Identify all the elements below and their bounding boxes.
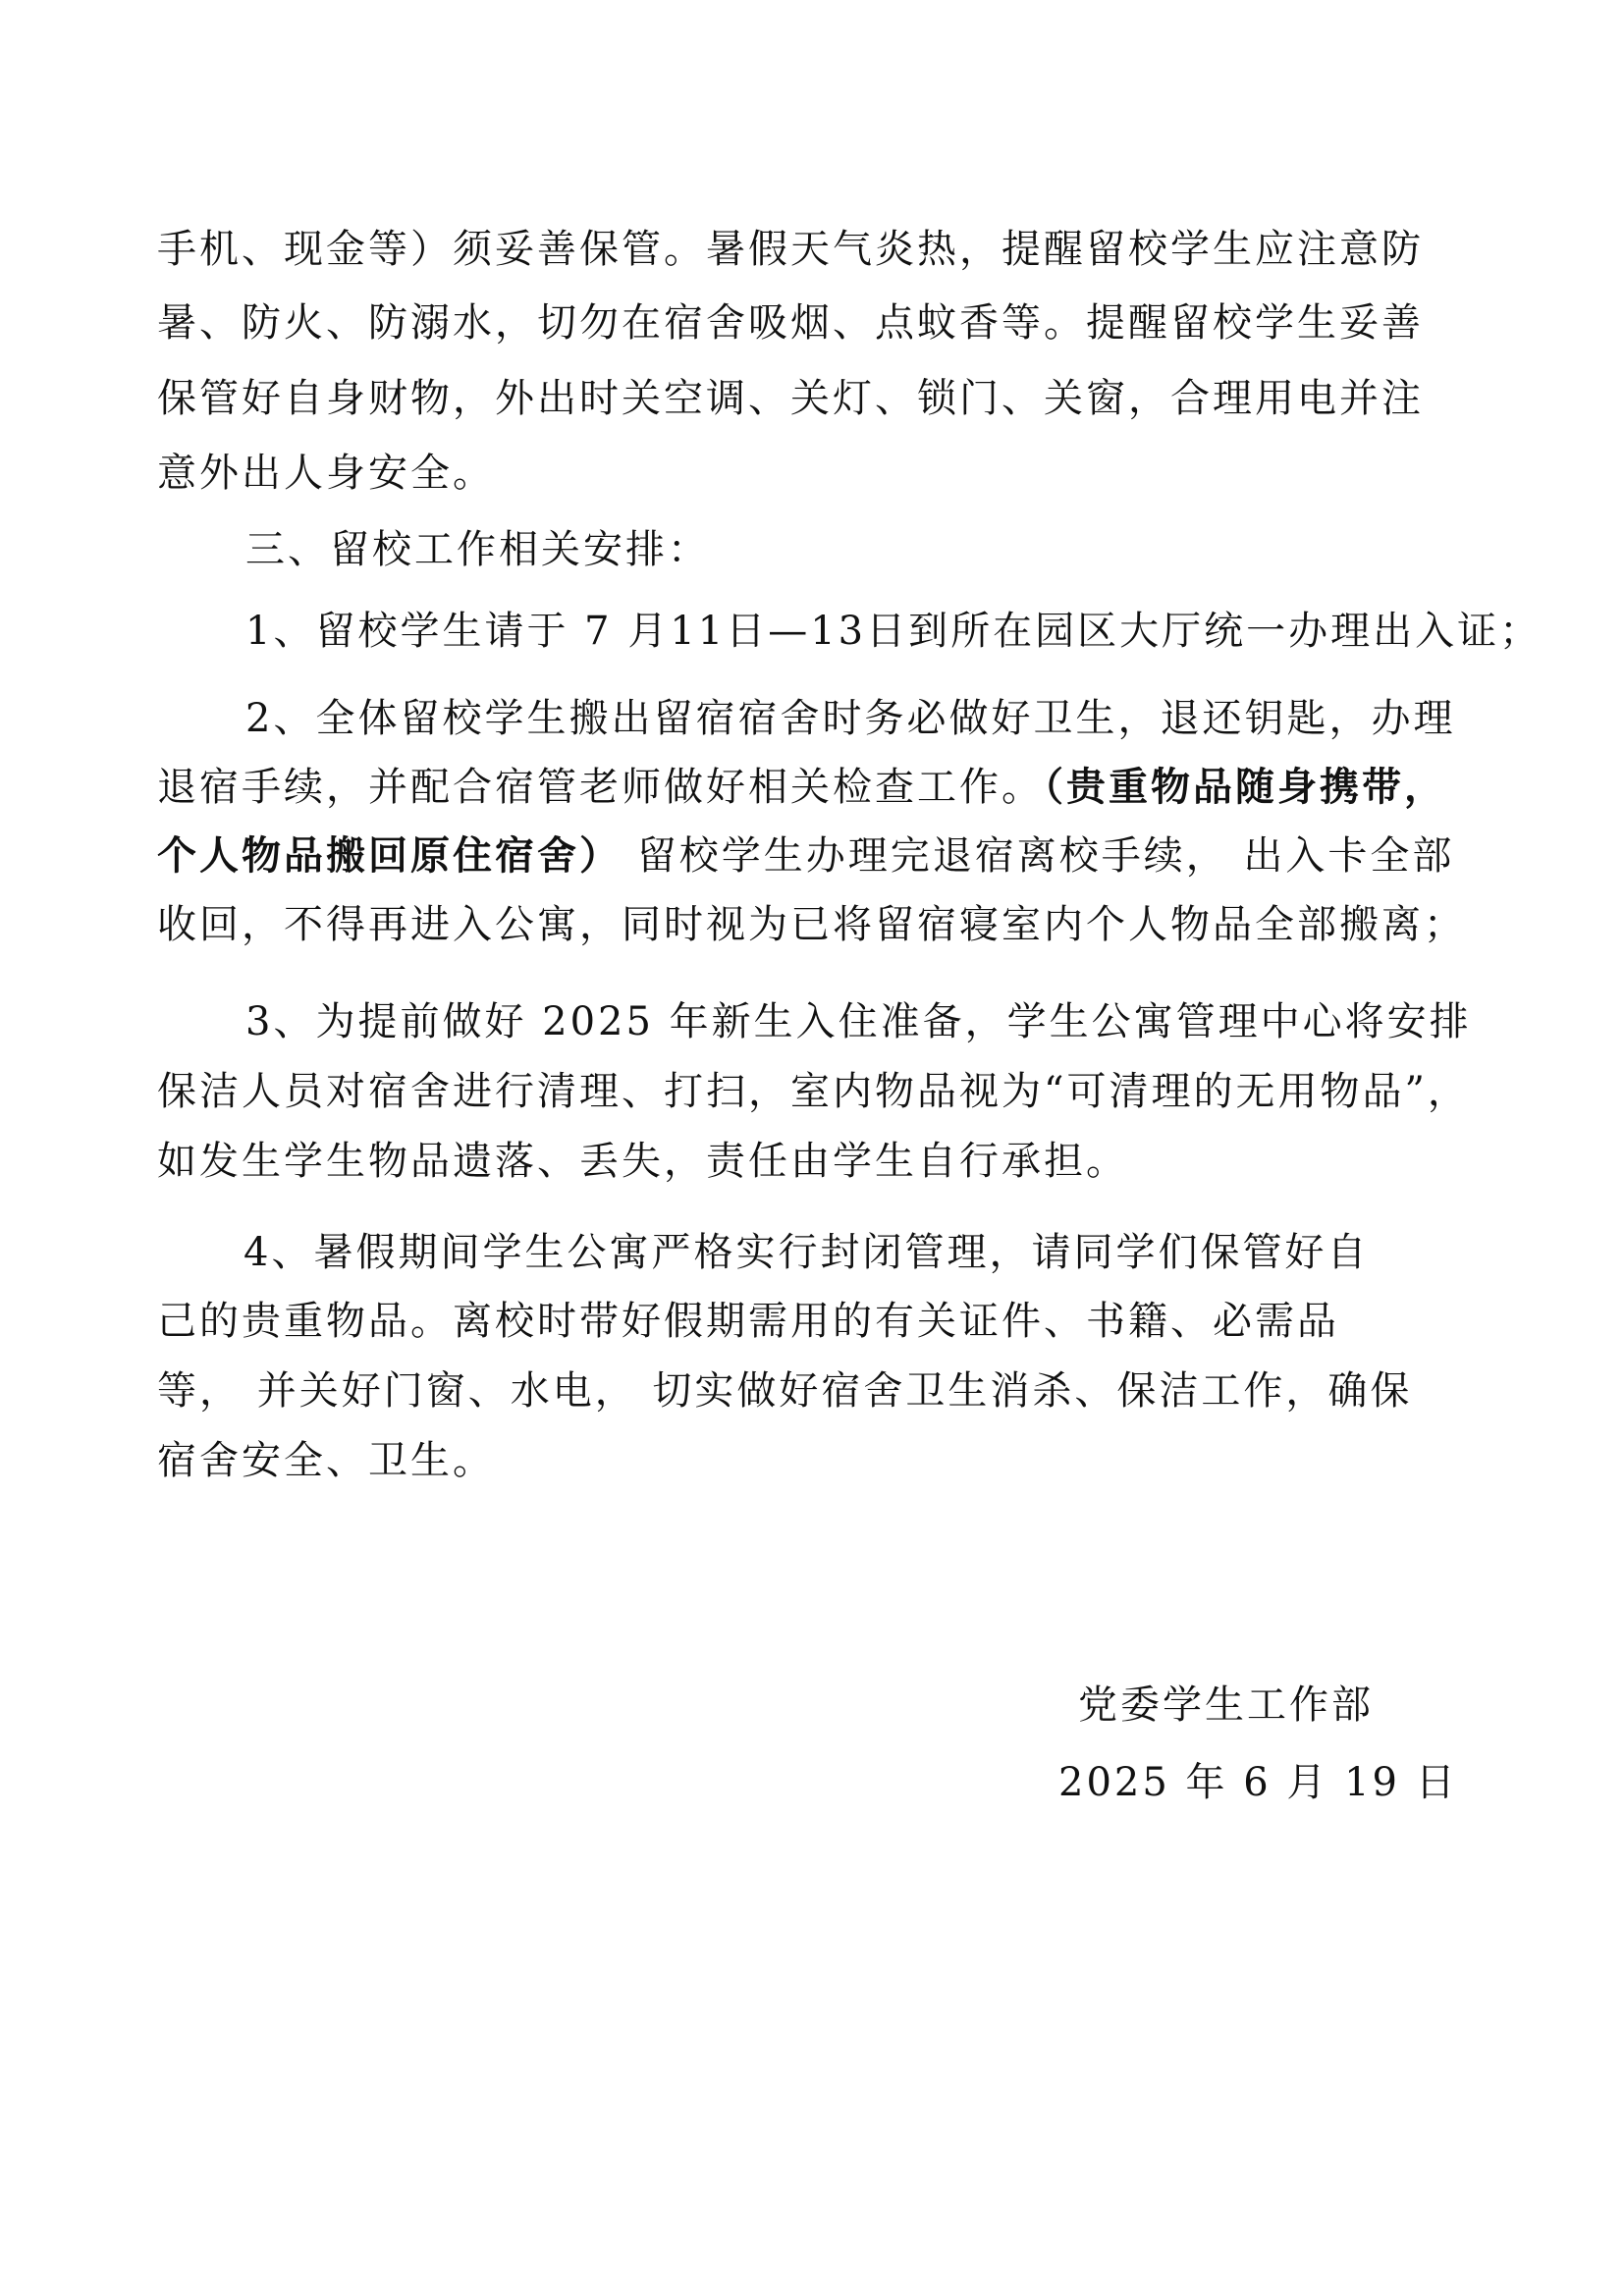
- item3-line-3: 如发生学生物品遗落、丢失，责任由学生自行承担。: [157, 1139, 1128, 1184]
- item2-line-2: [157, 762, 1473, 813]
- item4-line-3: 等， 并关好门窗、水电， 切实做好宿舍卫生消杀、保洁工作，确保: [157, 1368, 1413, 1414]
- item2-line-2-text: 退宿手续，并配合宿管老师做好相关检查工作。: [157, 765, 1044, 810]
- item1-line-1: 1、留校学生请于 7 月11日—13日到所在园区大厅统一办理出入证；: [245, 609, 1543, 654]
- signature-department: 党委学生工作部: [1078, 1682, 1374, 1728]
- item4-line-4: 宿舍安全、卫生。: [157, 1438, 495, 1483]
- item2-line-2-bold: （贵重物品随身携带，: [1044, 764, 1446, 810]
- safety-line-4: 意外出人身安全。: [157, 451, 495, 496]
- signature-date: 2025 年 6 月 19 日: [1058, 1760, 1458, 1805]
- item4-line-1: 4、暑假期间学生公寓严格实行封闭管理，请同学们保管好自: [244, 1230, 1370, 1275]
- item3-line-1: 3、为提前做好 2025 年新生入住准备，学生公寓管理中心将安排: [245, 999, 1472, 1044]
- section-three-heading: 三、留校工作相关安排：: [245, 527, 710, 572]
- safety-line-3: 保管好自身财物，外出时关空调、关灯、锁门、关窗，合理用电并注: [157, 376, 1424, 421]
- item2-line-4: 收回，不得再进入公寓，同时视为已将留宿寝室内个人物品全部搬离；: [157, 902, 1466, 947]
- safety-line-1: 手机、现金等）须妥善保管。暑假天气炎热，提醒留校学生应注意防: [157, 227, 1424, 272]
- item2-line-3: [157, 830, 1473, 881]
- item2-line-1: 2、全体留校学生搬出留宿宿舍时务必做好卫生，退还钥匙，办理: [245, 696, 1456, 741]
- item2-line-3-text: 留校学生办理完退宿离校手续， 出入卡全部: [622, 833, 1455, 879]
- item3-line-2: 保洁人员对宿舍进行清理、打扫，室内物品视为“可清理的无用物品”，: [157, 1069, 1470, 1114]
- safety-line-2: 暑、防火、防溺水，切勿在宿舍吸烟、点蚊香等。提醒留校学生妥善: [157, 300, 1424, 346]
- item4-line-2: 己的贵重物品。离校时带好假期需用的有关证件、书籍、必需品: [157, 1299, 1339, 1344]
- item2-line-3-bold: 个人物品搬回原住宿舍）: [157, 832, 622, 879]
